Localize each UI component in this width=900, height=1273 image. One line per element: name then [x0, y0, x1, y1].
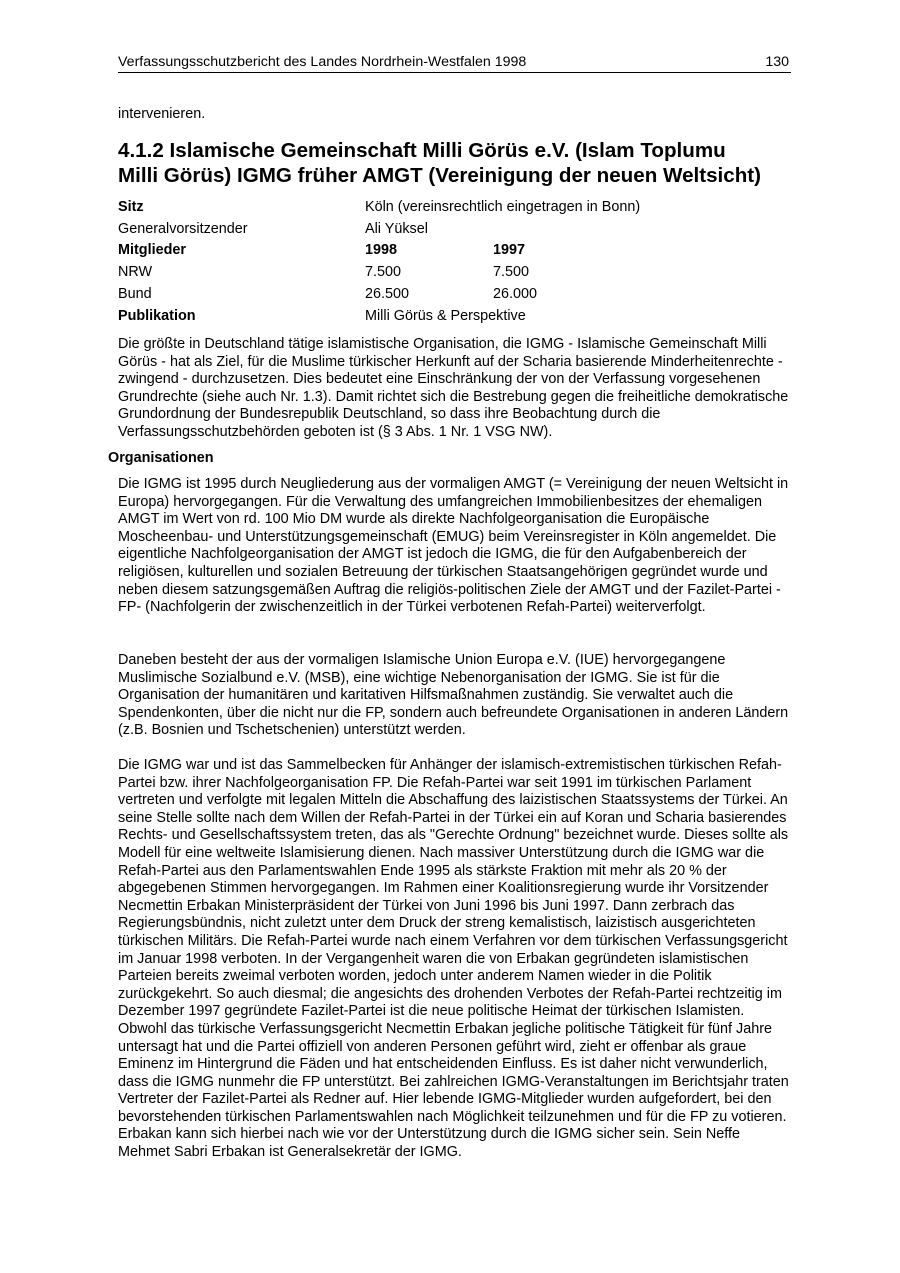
- chair-label: Generalvorsitzender: [118, 220, 248, 237]
- nrw-label: NRW: [118, 264, 153, 281]
- subheading-organisationen: Organisationen: [108, 450, 214, 466]
- facts-row-bund: [118, 283, 640, 305]
- page-number: 130: [765, 54, 789, 70]
- paragraph-refah: Die IGMG war und ist das Sammelbecken für Anhänger der islamisch-extremistischen türkischen Refah-Partei bzw. ihrer Nachfolgeorganisation FP. Die Refah-Partei war seit 1991 im türkischen Parlament vertreten und verfolgte mit legalen Mitteln die Abschaffung des laizistischen Staatssystems der Türkei. An seine Stelle sollte nach dem Willen der Refah-Partei in der Türkei ein auf Koran und Scharia basierendes Rechts- und Gesellschaftssystem treten, das als "Gerechte Ordnung" bezeichnet wurde. Dieses sollte als Modell für eine weltweite Islamisierung dienen. Nach massiver Unterstützung durch die IGMG war die Refah-Partei aus den Parlamentswahlen Ende 1995 als stärkste Fraktion mit mehr als 20 % der abgegebenen Stimmen hervorgegangen. Im Rahmen einer Koalitionsregierung wurde ihr Vorsitzender Necmettin Erbakan Ministerpräsident der Türkei von Juni 1996 bis Juni 1997. Dann zerbrach das Regierungsbündnis, nicht zuletzt unter dem Druck der streng kemalistisch, laizistisch ausgerichteten türkischen Militärs. Die Refah-Partei wurde nach einem Verfahren vor dem türkischen Verfassungsgericht im Januar 1998 verboten. In der Vergangenheit waren die von Erbakan gegründeten islamistischen Parteien bereits zweimal verboten worden, jedoch unter anderem Namen wieder in die Politik zurückgekehrt. So auch diesmal; die angesichts des drohenden Verbotes der Refah-Partei rechtzeitig im Dezember 1997 gegründete Fazilet-Partei ist die neue politische Heimat der türkischen Islamisten. Obwohl das türkische Verfassungsgericht Necmettin Erbakan jegliche politische Tätigkeit für fünf Jahre untersagt hat und die Partei offiziell von anderen Personen geführt wird, zieht er offenbar als graue Eminenz im Hintergrund die Fäden und hat entscheidenden Einfluss. Es ist daher nicht verwunderlich, dass die IGMG nunmehr die FP unterstützt. Bei zahlreichen IGMG-Veranstaltungen im Berichtsjahr traten Vertreter der Fazilet-Partei als Redner auf. Hier lebende IGMG-Mitglieder wurden aufgefordert, bei den bevorstehenden türkischen Parlamentswahlen nach Möglichkeit teilzunehmen und für die FP zu votieren. Erbakan kann sich hierbei nach wie vor der Unterstützung durch die IGMG sicher sein. Sein Neffe Mehmet Sabri Erbakan ist Generalsekretär der IGMG.: [118, 757, 789, 1161]
- year-1998: 1998: [365, 242, 398, 259]
- header-title: Verfassungsschutzbericht des Landes Nordrhein-Westfalen 1998: [118, 54, 527, 70]
- facts-row-nrw: [118, 261, 640, 283]
- facts-row-sitz: [118, 196, 640, 218]
- members-label: Mitglieder: [118, 242, 186, 259]
- nrw-1997: 7.500: [493, 264, 530, 281]
- publication-label: Publikation: [118, 307, 196, 324]
- bund-1998: 26.500: [365, 286, 410, 303]
- facts-table: [118, 196, 640, 327]
- sitz-label: Sitz: [118, 198, 144, 215]
- continuation-text: intervenieren.: [118, 106, 206, 122]
- section-heading-line-1: 4.1.2 Islamische Gemeinschaft Milli Görüs e.V. (Islam Toplumu: [118, 139, 726, 162]
- facts-row-members: [118, 240, 640, 262]
- bund-1997: 26.000: [493, 286, 538, 303]
- publication-value: Milli Görüs & Perspektive: [365, 307, 526, 324]
- facts-row-chair: [118, 218, 640, 240]
- section-heading-line-2: Milli Görüs) IGMG früher AMGT (Vereinigung der neuen Weltsicht): [118, 164, 762, 187]
- paragraph-igmg-origin: Die IGMG ist 1995 durch Neugliederung aus der vormaligen AMGT (= Vereinigung der neuen Weltsicht in Europa) hervorgegangen. Für die Verwaltung des umfangreichen Immobilienbesitzes der ehemaligen AMGT im Wert von rd. 100 Mio DM wurde als direkte Nachfolgeorganisation die Europäische Moscheenbau- und Unterstützungsgemeinschaft (EMUG) beim Vereinsregister in Köln angemeldet. Die eigentliche Nachfolgeorganisation der AMGT ist jedoch die IGMG, die für den Aufgabenbereich der religiösen, kulturellen und sozialen Betreuung der türkischen Staatsangehörigen gegründet wurde und neben diesem satzungsgemäßen Auftrag die religiös-politischen Ziele der AMGT und der Fazilet-Partei -FP- (Nachfolgerin der zwischenzeitlich in der Türkei verbotenen Refah-Partei) weiterverfolgt.: [118, 476, 789, 616]
- paragraph-intro: Die größte in Deutschland tätige islamistische Organisation, die IGMG - Islamische Gemeinschaft Milli Görüs - hat als Ziel, für die Muslime türkischer Herkunft auf der Scharia basierende Minderheitenrechte - zwingend - durchzusetzen. Dies bedeutet eine Einschränkung der von der Verfassung vorgesehenen Grundrechte (siehe auch Nr. 1.3). Damit richtet sich die Bestrebung gegen die freiheitliche demokratische Grundordnung der Bundesrepublik Deutschland, so dass ihre Beobachtung durch die Verfassungsschutzbehörden geboten ist (§ 3 Abs. 1 Nr. 1 VSG NW).: [118, 336, 789, 440]
- facts-row-publication: [118, 305, 640, 327]
- chair-value: Ali Yüksel: [365, 220, 428, 237]
- year-1997: 1997: [493, 242, 526, 259]
- paragraph-msb: Daneben besteht der aus der vormaligen Islamische Union Europa e.V. (IUE) hervorgegangene Muslimische Sozialbund e.V. (MSB), eine wichtige Nebenorganisation der IGMG. Sie ist für die Organisation der humanitären und karitativen Hilfsmaßnahmen zuständig. Sie verwaltet auch die Spendenkonten, über die nicht nur die FP, sondern auch befreundete Organisationen in anderen Ländern (z.B. Bosnien und Tschetschenien) unterstützt werden.: [118, 652, 789, 739]
- nrw-1998: 7.500: [365, 264, 402, 281]
- sitz-value: Köln (vereinsrechtlich eingetragen in Bonn): [365, 198, 641, 215]
- section-heading: [118, 138, 798, 188]
- page-header: [118, 52, 791, 73]
- bund-label: Bund: [118, 286, 152, 303]
